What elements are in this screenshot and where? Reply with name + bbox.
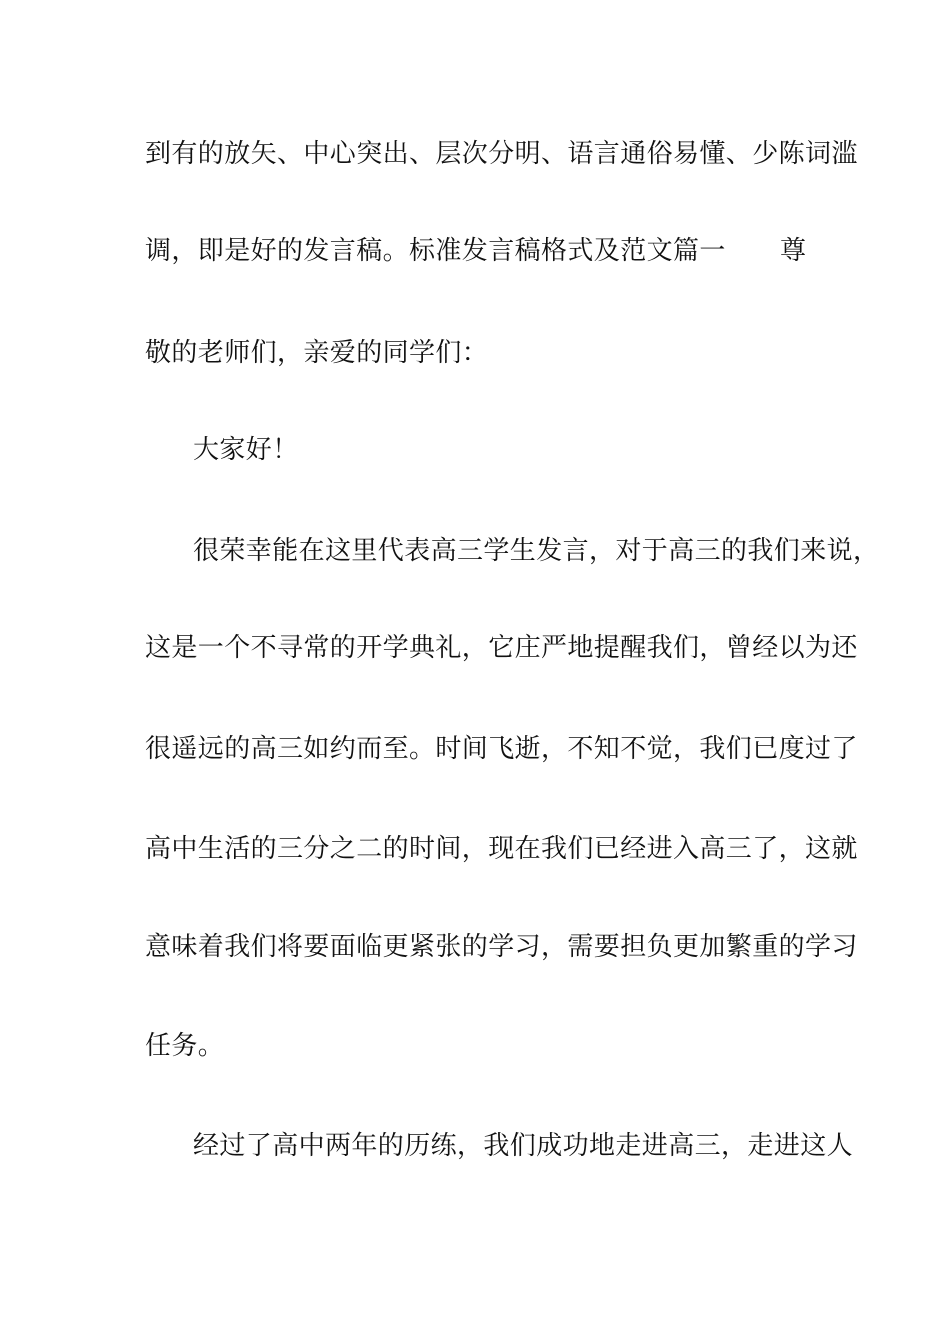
paragraph-line: 意味着我们将要面临更紧张的学习，需要担负更加繁重的学习 bbox=[145, 932, 858, 962]
text-line: 调，即是好的发言稿。标准发言稿格式及范文篇一 bbox=[145, 236, 726, 266]
paragraph-line: 经过了高中两年的历练，我们成功地走进高三，走进这人 bbox=[193, 1131, 854, 1161]
paragraph-line: 很荣幸能在这里代表高三学生发言，对于高三的我们来说， bbox=[193, 536, 880, 566]
paragraph-line: 很遥远的高三如约而至。时间飞逝，不知不觉，我们已度过了 bbox=[145, 734, 858, 764]
text-line: 到有的放矢、中心突出、层次分明、语言通俗易懂、少陈词滥 bbox=[145, 139, 858, 169]
text-line-fragment: 尊 bbox=[780, 236, 807, 266]
paragraph-line: 任务。 bbox=[145, 1031, 225, 1061]
text-line: 敬的老师们，亲爱的同学们： bbox=[145, 338, 489, 368]
paragraph-line: 高中生活的三分之二的时间，现在我们已经进入高三了，这就 bbox=[145, 834, 858, 864]
greeting-paragraph: 大家好！ bbox=[193, 435, 299, 465]
paragraph-line: 这是一个不寻常的开学典礼，它庄严地提醒我们，曾经以为还 bbox=[145, 633, 858, 663]
